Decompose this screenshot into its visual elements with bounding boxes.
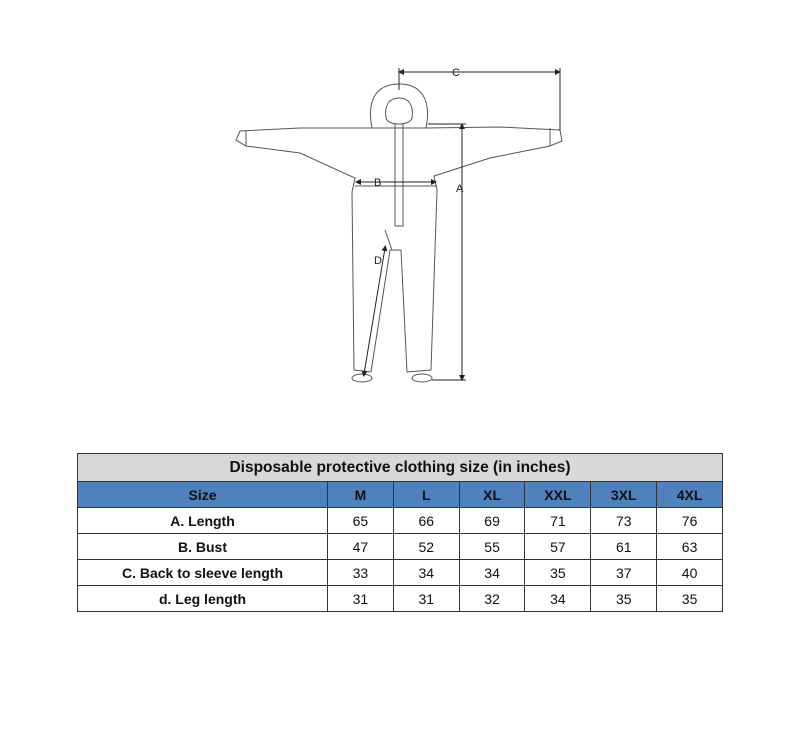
table-cell: 52 bbox=[393, 534, 459, 560]
row-label: A. Length bbox=[78, 508, 328, 534]
table-cell: 32 bbox=[459, 586, 525, 612]
hood bbox=[370, 84, 427, 128]
dimension-a bbox=[428, 124, 466, 380]
dimension-a-label: A bbox=[456, 183, 464, 195]
table-cell: 33 bbox=[328, 560, 394, 586]
header-size: Size bbox=[78, 482, 328, 508]
table-cell: 35 bbox=[591, 586, 657, 612]
right-ankle-cuff bbox=[412, 374, 432, 382]
table-cell: 55 bbox=[459, 534, 525, 560]
row-label: B. Bust bbox=[78, 534, 328, 560]
row-label: C. Back to sleeve length bbox=[78, 560, 328, 586]
table-cell: 69 bbox=[459, 508, 525, 534]
table-row bbox=[78, 534, 723, 560]
row-label: d. Leg length bbox=[78, 586, 328, 612]
table-cell: 63 bbox=[657, 534, 723, 560]
header-xxl: XXL bbox=[525, 482, 591, 508]
header-l: L bbox=[393, 482, 459, 508]
table-cell: 35 bbox=[657, 586, 723, 612]
header-m: M bbox=[328, 482, 394, 508]
table-cell: 73 bbox=[591, 508, 657, 534]
table-title: Disposable protective clothing size (in inches) bbox=[78, 454, 723, 482]
table-cell: 76 bbox=[657, 508, 723, 534]
table-cell: 65 bbox=[328, 508, 394, 534]
table-cell: 57 bbox=[525, 534, 591, 560]
table-header-row bbox=[78, 482, 723, 508]
face-opening bbox=[386, 98, 413, 124]
table-cell: 34 bbox=[459, 560, 525, 586]
table-cell: 47 bbox=[328, 534, 394, 560]
size-table bbox=[77, 453, 723, 612]
zipper bbox=[395, 124, 403, 226]
table-row bbox=[78, 508, 723, 534]
dimension-c bbox=[399, 68, 560, 130]
table-row bbox=[78, 586, 723, 612]
table-cell: 40 bbox=[657, 560, 723, 586]
header-4xl: 4XL bbox=[657, 482, 723, 508]
table-cell: 35 bbox=[525, 560, 591, 586]
table-cell: 61 bbox=[591, 534, 657, 560]
dimension-d-label: D bbox=[374, 255, 382, 267]
dimension-b-label: B bbox=[374, 177, 382, 189]
left-ankle-cuff bbox=[352, 374, 372, 382]
coverall-outline bbox=[236, 84, 562, 382]
table-cell: 31 bbox=[328, 586, 394, 612]
table-cell: 31 bbox=[393, 586, 459, 612]
body-outline bbox=[236, 127, 562, 372]
table-cell: 34 bbox=[393, 560, 459, 586]
table-row bbox=[78, 560, 723, 586]
dimension-c-label: C bbox=[452, 67, 460, 79]
table-cell: 71 bbox=[525, 508, 591, 534]
table-cell: 34 bbox=[525, 586, 591, 612]
header-xl: XL bbox=[459, 482, 525, 508]
table-cell: 37 bbox=[591, 560, 657, 586]
table-cell: 66 bbox=[393, 508, 459, 534]
header-3xl: 3XL bbox=[591, 482, 657, 508]
